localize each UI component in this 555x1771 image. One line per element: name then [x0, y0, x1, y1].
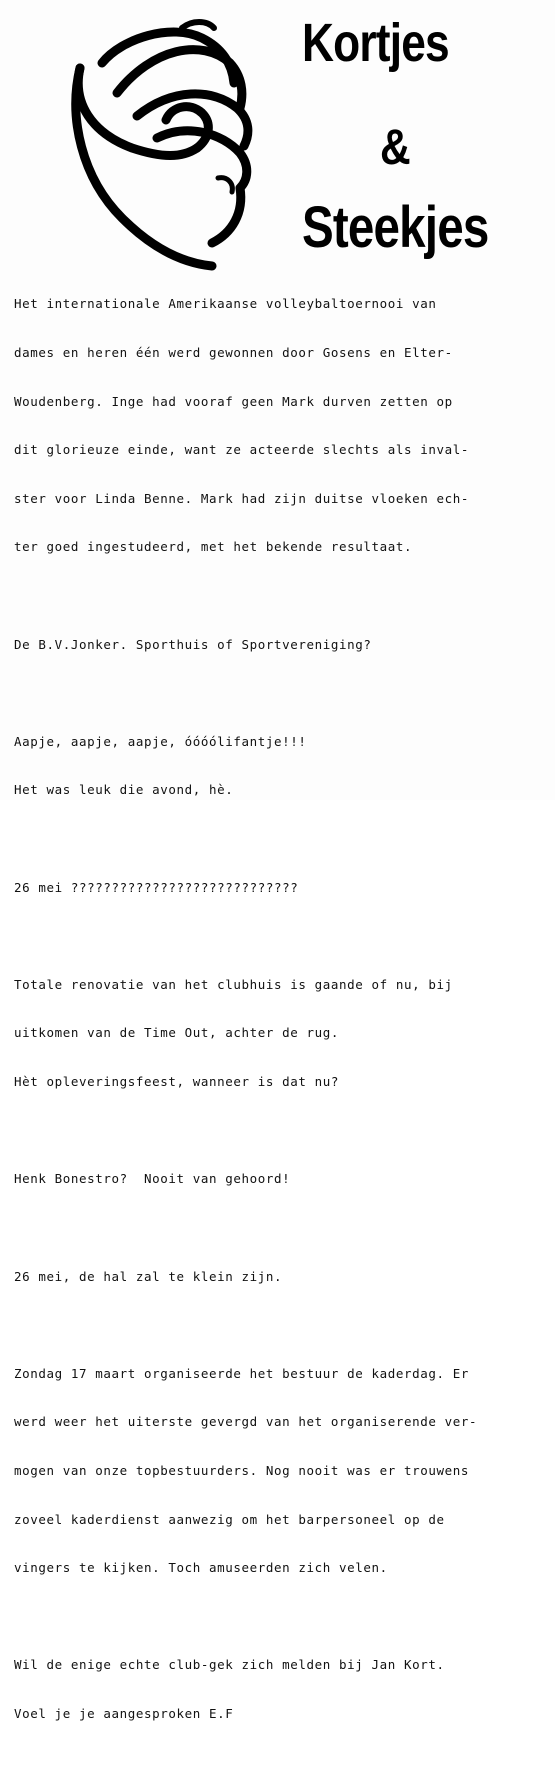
paragraph-volleybal: [14, 264, 544, 588]
text-line: vingers te kijken. Toch amuseerden zich velen.: [14, 1560, 388, 1576]
text-line: ster voor Linda Benne. Mark had zijn duitse vloeken ech-: [14, 490, 470, 506]
paragraph-26-mei-questions: [14, 847, 544, 928]
text-line: De B.V.Jonker. Sporthuis of Sportvereniging?: [14, 636, 372, 652]
paragraph-kaderdag: [14, 1333, 544, 1608]
title-steekjes: Steekjes: [302, 195, 489, 260]
text-line: 26 mei ????????????????????????????: [14, 879, 299, 895]
text-line: Het was leuk die avond, hè.: [14, 782, 234, 798]
title-ampersand: &: [380, 119, 410, 175]
text-line: dames en heren één werd gewonnen door Gosens en Elter-: [14, 345, 453, 361]
text-line: werd weer het uiterste gevergd van het organiserende ver-: [14, 1414, 478, 1430]
text-line: uitkomen van de Time Out, achter de rug.: [14, 1025, 340, 1041]
text-line: ter goed ingestudeerd, met het bekende resultaat.: [14, 539, 413, 555]
text-line: 26 mei, de hal zal te klein zijn.: [14, 1268, 283, 1284]
title-kortjes: Kortjes: [302, 13, 449, 73]
text-line: Woudenberg. Inge had vooraf geen Mark durven zetten op: [14, 393, 453, 409]
text-line: Wil de enige echte club-gek zich melden bij Jan Kort.: [14, 1657, 445, 1673]
text-line: Het internationale Amerikaanse volleybaltoernooi van: [14, 296, 437, 312]
paragraph-aapje: [14, 701, 544, 831]
text-line: Aapje, aapje, aapje, óóóólifantje!!!: [14, 733, 307, 749]
text-line: dit glorieuze einde, want ze acteerde slechts als inval-: [14, 442, 470, 458]
paragraph-jonker: [14, 604, 544, 685]
paragraph-henk: [14, 1139, 544, 1220]
text-line: Henk Bonestro? Nooit van gehoord!: [14, 1171, 291, 1187]
text-line: Zondag 17 maart organiseerde het bestuur de kaderdag. Er: [14, 1365, 470, 1381]
text-line: Hèt opleveringsfeest, wanneer is dat nu?: [14, 1074, 340, 1090]
paragraph-renovatie: [14, 944, 544, 1122]
paragraph-26-mei-hal: [14, 1236, 544, 1317]
article-body: [14, 264, 544, 1771]
text-line: mogen van onze topbestuurders. Nog nooit was er trouwens: [14, 1462, 470, 1478]
ok-hand-gesture-illustration: [62, 8, 262, 270]
text-line: zoveel kaderdienst aanwezig om het barpersoneel op de: [14, 1511, 445, 1527]
text-line: Voel je je aangesproken E.F: [14, 1705, 234, 1721]
paragraph-club-gek: [14, 1625, 544, 1755]
text-line: Totale renovatie van het clubhuis is gaande of nu, bij: [14, 976, 453, 992]
